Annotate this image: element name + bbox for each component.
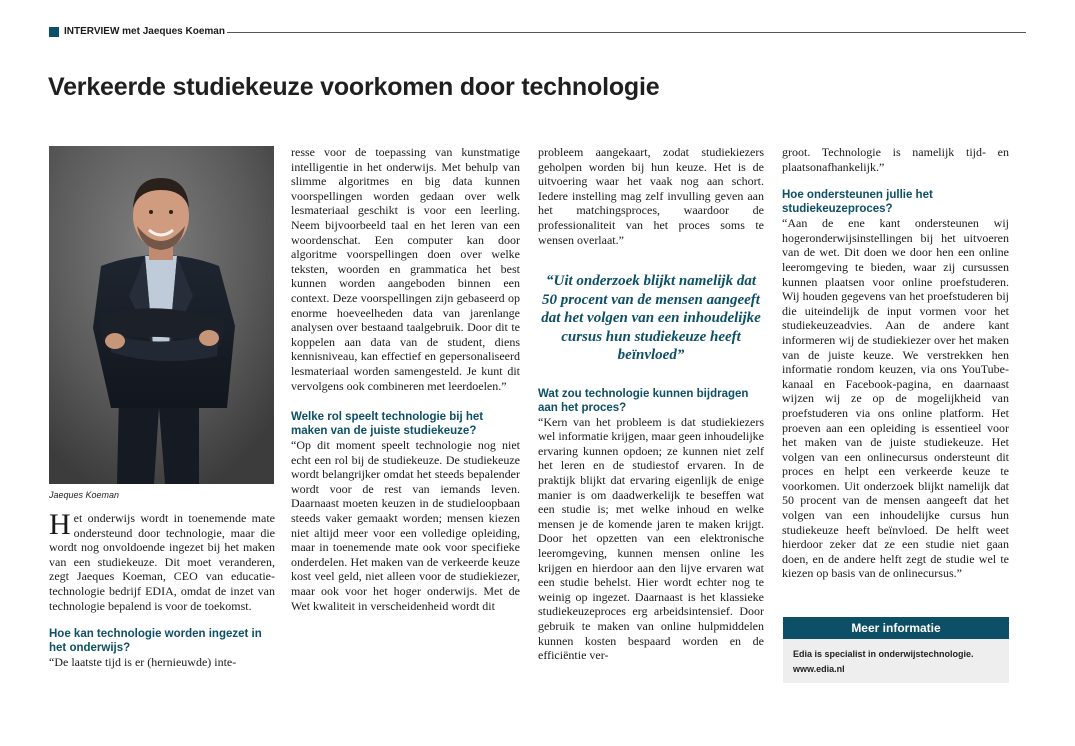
info-box-link[interactable]: www.edia.nl [793, 664, 845, 674]
paragraph: “De laatste tijd is er (hernieuwde) inte- [49, 655, 237, 670]
subheading: Wat zou technologie kunnen bijdragen aan het proces? [538, 387, 749, 414]
header-rule [227, 32, 1026, 33]
paragraph: resse voor de toepassing van kunstmatige intelligentie in het onderwijs. Met behulp van slimme algoritmes en big data kunnen voorspellingen worden gedaan over welk lesmateriaal geschikt is voor een leerling. Neem bijvoorbeeld taal en het leren van een woordenschat. Een computer kan door algoritme voorspellingen doen over welke teksten, woorden en grammatica het best kunnen worden aangeboden binnen een context. Deze voorspellingen zijn gebaseerd op enorme hoeveelheden data van jarenlange analysen over bestaand taalgebruik. Door dit te koppelen aan data van de student, diens kennisniveau, kan effectief en gepersonaliseerd lesmateriaal worden samengesteld. Je kunt dit vervolgens ook combineren met leerdoelen.” [291, 145, 520, 393]
paragraph: “Op dit moment speelt technologie nog niet echt een rol bij de studiekeuze. De studiekeuze wordt belangrijker omdat het steeds bepalender wordt voor de rest van iemands leven. Daarnaast moeten keuzen in de studieloopbaan steeds vaker gemaakt worden; mensen kiezen niet altijd meer voor een volledige opleiding, maar in toenemende mate ook voor specifieke onderdelen. Het maken van de verkeerde keuze kost veel geld, niet alleen voor de studiekiezer, maar ook voor het hoger onderwijs. Met de Wet kwaliteit in verscheidenheid wordt dit [291, 438, 520, 613]
column-2 [291, 145, 520, 613]
info-box-heading: Meer informatie [783, 617, 1009, 639]
portrait-photo [49, 146, 274, 484]
intro-paragraph [49, 508, 275, 613]
paragraph: groot. Technologie is namelijk tijd- en plaatsonafhankelijk.” [782, 145, 1009, 174]
paragraph: “Kern van het probleem is dat studiekiezers wel informatie krijgen, maar geen inhoudelijke ervaring kunnen opdoen; ze kunnen niet zelf het leren en de studiestof ervaren. In de praktijk blijkt dat ervaring eigenlijk de enige manier is om daadwerkelijk te beseffen wat een studie is; met welke inhoud en welke mensen je de komende jaren te maken krijgt. Door het opzetten van een elektronische leeromgeving, kunnen mensen online les krijgen en hierdoor aan den lijve ervaren wat een studie behelst. Hier wordt echter nog te weinig op ingezet. Daarnaast is het klassieke studiekeuzeproces erg arbeidsintensief. Door gebruik te maken van online hulpmiddelen kunnen kosten bespaard worden en de efficiëntie ver- [538, 414, 764, 663]
subheading: Hoe ondersteunen jullie het studiekeuzeproces? [782, 189, 933, 216]
section-marker [49, 27, 59, 37]
subheading: Hoe kan technologie worden ingezet in het onderwijs? [49, 628, 262, 655]
article-title: Verkeerde studiekeuze voorkomen door technologie [48, 73, 660, 101]
column-1 [49, 508, 275, 670]
info-box [783, 617, 1009, 683]
info-box-line: Edia is specialist in onderwijstechnologie. [793, 649, 974, 659]
photo-caption: Jaeques Koeman [49, 490, 120, 500]
section-header [49, 25, 1026, 39]
paragraph: “Aan de ene kant ondersteunen wij hogeronderwijsinstellingen bij het uitvoeren van de wet. Dit doen we door hen een online leeromgeving te bieden, waar zij cursussen kunnen plaatsen voor online proefstuderen. Wij houden gegevens van het proefstuderen bij die uiteindelijk de input vormen voor het studiekeuzeadvies. Aan de andere kant informeren wij de studiekiezer over het maken van de juiste keuze. We verstrekken hen informatie rondom keuzen, via ons YouTube-kanaal en Facebook-pagina, en daarnaast wijzen wij ze op de mogelijkheid van proefstuderen via ons online platform. Het proeven aan een opleiding is essentieel voor het maken van de juiste studiekeuze. Het volgen van een onlinecursus ondersteunt dit proces en helpt een verkeerde keuze te voorkomen. Uit onderzoek blijkt namelijk dat 50 procent van de mensen aangeeft dat het volgen van een inhoudelijke cursus hun studiekeuze heeft beïnvloed. De helft weet hierdoor zeker dat ze een studie niet gaan doen, en de andere helft zegt de studie wel te kiezen op basis van de onlinecursus.” [782, 216, 1009, 581]
column-4 [782, 145, 1009, 581]
intro-text: et onderwijs wordt in toenemende mate ondersteund door technologie, maar die wordt nog onvoldoende ingezet bij het maken van een studiekeuze. Dit moet veranderen, zegt Jaeques Koeman, CEO van educatie-technologie bedrijf EDIA, omdat de inzet van technologie bepalend is voor de toekomst. [49, 511, 275, 613]
subheading: Welke rol speelt technologie bij het maken van de juiste studiekeuze? [291, 411, 484, 438]
paragraph: probleem aangekaart, zodat studiekiezers geholpen worden bij hun keuze. Het is de uitvoering waar het vaak nog aan schort. Iedere instelling mag zelf invulling geven aan het matchingsproces, waardoor de professionaliteit van het proces soms te wensen overlaat.” [538, 145, 764, 247]
info-box-body [783, 639, 1009, 677]
column-3 [538, 145, 764, 663]
drop-cap: H [49, 508, 71, 541]
pull-quote: “Uit onderzoek blijkt namelijk dat 50 procent van de mensen aangeeft dat het volgen van een inhoudelijke cursus hun studiekeuze heeft beïnvloed” [541, 273, 761, 364]
section-label: INTERVIEW met Jaeques Koeman [64, 26, 225, 37]
